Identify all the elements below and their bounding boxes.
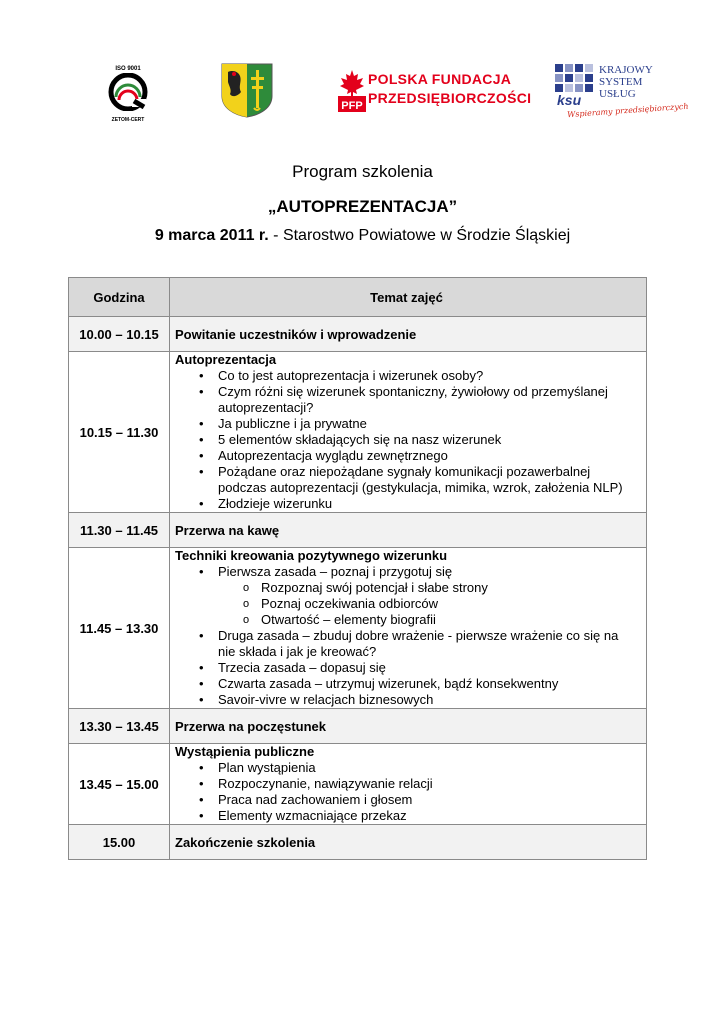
sub-list-item: o Otwartość – elementy biografii <box>175 612 638 628</box>
row-time: 10.15 – 11.30 <box>69 352 170 513</box>
pfp-name <box>368 70 531 108</box>
row-content <box>170 352 647 513</box>
row-topic: Zakończenie szkolenia <box>170 825 647 860</box>
coat-of-arms-icon <box>220 62 274 118</box>
table-row <box>69 548 647 709</box>
list-item: • Pożądane oraz niepożądane sygnały komunikacji pozawerbalnej podczas autoprezentacji (gestykulacja, mimika, wzrok, założenia NLP) <box>175 464 638 496</box>
logo-bar <box>0 60 725 130</box>
list-item: • Ja publiczne i ja prywatne <box>175 416 638 432</box>
topic-list <box>175 564 638 708</box>
list-item: • Trzecia zasada – dopasuj się <box>175 660 638 676</box>
training-location: - Starostwo Powiatowe w Środzie Śląskiej <box>268 227 571 244</box>
section-title: Autoprezentacja <box>175 352 277 367</box>
table-row <box>69 709 647 744</box>
table-row <box>69 744 647 825</box>
document-title: Program szkolenia <box>292 162 433 181</box>
topic-list <box>175 760 638 824</box>
row-time: 13.30 – 13.45 <box>69 709 170 744</box>
row-time: 15.00 <box>69 825 170 860</box>
iso-label: ISO 9001 <box>115 66 141 72</box>
date-location <box>0 227 725 245</box>
list-item: • Elementy wzmacniające przekaz <box>175 808 638 824</box>
sub-list-item: o Rozpoznaj swój potencjał i słabe strony <box>175 580 638 596</box>
row-time: 10.00 – 10.15 <box>69 317 170 352</box>
table-row <box>69 352 647 513</box>
list-item: • Rozpoczynanie, nawiązywanie relacji <box>175 776 638 792</box>
section-title: Techniki kreowania pozytywnego wizerunku <box>175 548 448 563</box>
table-row <box>69 317 647 352</box>
maple-leaf-icon <box>338 68 366 112</box>
ksu-squares-icon <box>555 64 597 92</box>
list-item: • Praca nad zachowaniem i głosem <box>175 792 638 808</box>
list-item: • Co to jest autoprezentacja i wizerunek osoby? <box>175 368 638 384</box>
row-time: 11.45 – 13.30 <box>69 548 170 709</box>
ksu-slogan: Wspieramy przedsiębiorczych <box>566 101 689 120</box>
ksu-name <box>599 64 653 100</box>
sub-list-item: o Poznaj oczekiwania odbiorców <box>175 596 638 612</box>
iso-9001-logo <box>106 66 150 124</box>
zetom-cert-icon <box>108 73 148 111</box>
ksu-line1: KRAJOWY <box>599 64 653 76</box>
list-item: • Plan wystąpienia <box>175 760 638 776</box>
pfp-logo <box>338 68 532 112</box>
ksu-abbr: ksu <box>557 92 582 108</box>
list-item: • Savoir-vivre w relacjach biznesowych <box>175 692 638 708</box>
pfp-abbr: PFP <box>341 100 363 112</box>
list-item: • Złodzieje wizerunku <box>175 496 638 512</box>
pfp-line2: PRZEDSIĘBIORCZOŚCI <box>368 90 532 106</box>
header-time: Godzina <box>69 278 170 317</box>
table-row <box>69 513 647 548</box>
training-name: „AUTOPREZENTACJA” <box>267 197 458 216</box>
header-topic: Temat zajęć <box>170 278 647 317</box>
list-item: • Czym różni się wizerunek spontaniczny, żywiołowy od przemyślanej autoprezentacji? <box>175 384 638 416</box>
county-crest-logo <box>220 62 274 118</box>
zetom-label: ZETOM-CERT <box>111 117 145 123</box>
list-item: • 5 elementów składających się na nasz wizerunek <box>175 432 638 448</box>
ksu-line3: USŁUG <box>599 88 636 100</box>
row-content <box>170 548 647 709</box>
row-topic: Przerwa na kawę <box>170 513 647 548</box>
list-item: • Pierwsza zasada – poznaj i przygotuj się <box>175 564 638 580</box>
table-row <box>69 825 647 860</box>
list-item: • Autoprezentacja wyglądu zewnętrznego <box>175 448 638 464</box>
list-item: • Czwarta zasada – utrzymuj wizerunek, bądź konsekwentny <box>175 676 638 692</box>
table-header-row <box>69 278 647 317</box>
section-title: Wystąpienia publiczne <box>175 744 315 759</box>
pfp-line1: POLSKA FUNDACJA <box>368 71 512 87</box>
training-date: 9 marca 2011 r. <box>154 227 269 244</box>
row-content <box>170 744 647 825</box>
list-item: • Druga zasada – zbuduj dobre wrażenie - pierwsze wrażenie co się na nie składa i jak je kreować? <box>175 628 638 660</box>
topic-list <box>175 368 638 512</box>
row-time: 13.45 – 15.00 <box>69 744 170 825</box>
ksu-logo <box>555 64 689 122</box>
ksu-line2: SYSTEM <box>599 76 643 88</box>
row-time: 11.30 – 11.45 <box>69 513 170 548</box>
schedule-table <box>68 277 647 860</box>
row-topic: Powitanie uczestników i wprowadzenie <box>170 317 647 352</box>
row-topic: Przerwa na poczęstunek <box>170 709 647 744</box>
